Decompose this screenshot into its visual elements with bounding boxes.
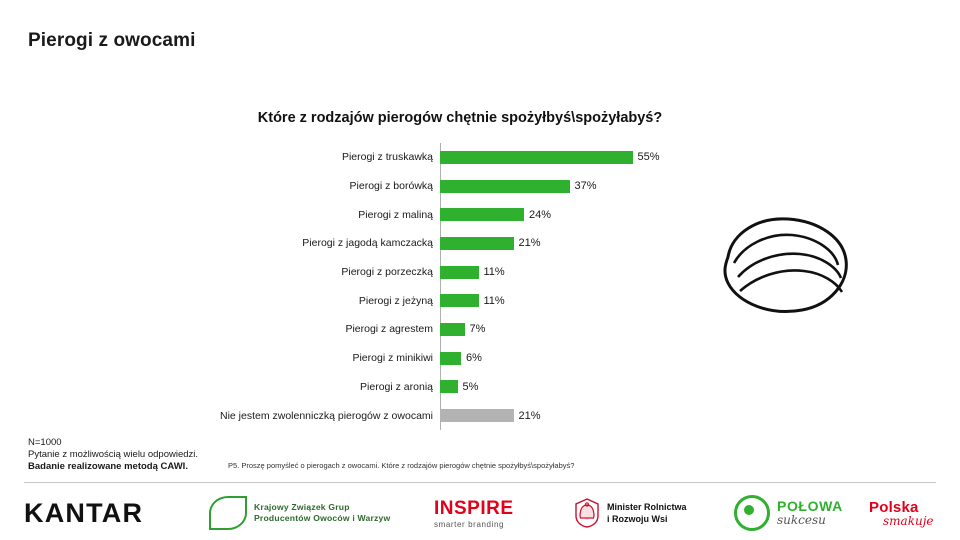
chart-bar-wrap: [440, 401, 735, 430]
pierogi-illustration: [710, 205, 860, 330]
chart-bar: [440, 180, 570, 193]
chart-row: [175, 286, 735, 315]
chart-value-label: 7%: [469, 323, 486, 336]
chart-row: [175, 344, 735, 373]
inspire-logo: [434, 490, 514, 536]
minister-line-1: Minister Rolnictwa: [607, 502, 687, 512]
chart-row: [175, 258, 735, 287]
kzg-logo: [209, 490, 390, 536]
chart-category-label: Pierogi z jagodą kamczacką: [302, 237, 433, 250]
chart-bar: [440, 409, 514, 422]
minister-logo: [574, 490, 687, 536]
kantar-logo: KANTAR: [24, 497, 144, 528]
chart-category-label: Pierogi z maliną: [358, 208, 433, 221]
method-note: Badanie realizowane metodą CAWI.: [28, 461, 188, 472]
chart-bar: [440, 266, 479, 279]
chart-row: [175, 315, 735, 344]
polowa-line-1: POŁOWA: [777, 498, 843, 514]
footer-divider: [24, 482, 936, 483]
chart-value-label: 55%: [637, 151, 660, 164]
chart-bar: [440, 208, 524, 221]
leaf-icon: [209, 496, 247, 530]
chart-row: [175, 200, 735, 229]
chart-bar-wrap: [440, 258, 735, 287]
chart-value-label: 11%: [483, 294, 505, 307]
chart-category-label: Pierogi z borówką: [349, 180, 433, 193]
chart-row: [175, 401, 735, 430]
minister-logo-text: [607, 501, 687, 525]
polowa-logo-text: [777, 499, 843, 527]
kzg-logo-text: [254, 502, 390, 524]
chart-value-label: 24%: [529, 208, 552, 221]
minister-line-2: i Rozwoju Wsi: [607, 514, 668, 524]
kzg-line-2: Producentów Owoców i Warzyw: [254, 513, 391, 523]
chart-bar: [440, 352, 461, 365]
chart-bar-wrap: [440, 200, 735, 229]
chart-row: [175, 172, 735, 201]
inspire-logo-text: INSPIRE: [434, 497, 514, 519]
chart-bar-wrap: [440, 143, 735, 172]
chart-value-label: 21%: [518, 237, 541, 250]
chart-bar: [440, 380, 458, 393]
multi-answer-note: Pytanie z możliwością wielu odpowiedzi.: [28, 449, 199, 460]
chart-category-label: Nie jestem zwolenniczką pierogów z owocami: [219, 409, 433, 422]
chart-bar-wrap: [440, 229, 735, 258]
footnotes: [28, 437, 928, 473]
chart-row: [175, 373, 735, 402]
logo-bar: [24, 490, 936, 536]
chart-value-label: 5%: [462, 380, 479, 393]
chart-bar: [440, 151, 633, 164]
bar-chart: [175, 143, 735, 430]
chart-bar: [440, 237, 514, 250]
chart-category-label: Pierogi z minikiwi: [352, 352, 433, 365]
question-text: P5. Proszę pomyśleć o pierogach z owocami. Które z rodzajów pierogów chętnie spożyłbyś\spożyłabyś?: [228, 461, 575, 470]
chart-bar-wrap: [440, 344, 735, 373]
chart-bar-wrap: [440, 286, 735, 315]
inspire-logo-tagline: smarter branding: [434, 519, 505, 529]
chart-category-label: Pierogi z porzeczką: [341, 266, 433, 279]
chart-rows: [175, 143, 735, 430]
circle-mark-icon: [734, 495, 770, 531]
kzg-line-1: Krajowy Związek Grup: [254, 502, 350, 512]
chart-value-label: 11%: [483, 266, 505, 279]
chart-value-label: 21%: [518, 409, 541, 422]
chart-bar: [440, 323, 465, 336]
chart-category-label: Pierogi z truskawką: [341, 151, 433, 164]
chart-row: [175, 143, 735, 172]
chart-bar-wrap: [440, 373, 735, 402]
chart-category-label: Pierogi z aronią: [360, 380, 433, 393]
page-title: Pierogi z owocami: [28, 30, 196, 51]
chart-value-label: 37%: [574, 180, 597, 193]
polska-smakuje-logo: [869, 490, 934, 536]
polowa-sukcesu-logo: [734, 490, 843, 536]
polska-line-1: Polska: [869, 498, 919, 516]
chart-value-label: 6%: [466, 352, 482, 365]
polowa-line-2: sukcesu: [777, 513, 826, 527]
chart-title: Które z rodzajów pierogów chętnie spożyłbyś\spożyłabyś?: [257, 110, 663, 126]
chart-bar: [440, 294, 479, 307]
sample-size: N=1000: [28, 437, 62, 448]
eagle-emblem-icon: [574, 498, 600, 528]
chart-category-label: Pierogi z jeżyną: [358, 294, 433, 307]
chart-bar-wrap: [440, 172, 735, 201]
chart-row: [175, 229, 735, 258]
chart-bar-wrap: [440, 315, 735, 344]
polska-line-2: smakuje: [883, 513, 934, 528]
chart-category-label: Pierogi z agrestem: [345, 323, 433, 336]
